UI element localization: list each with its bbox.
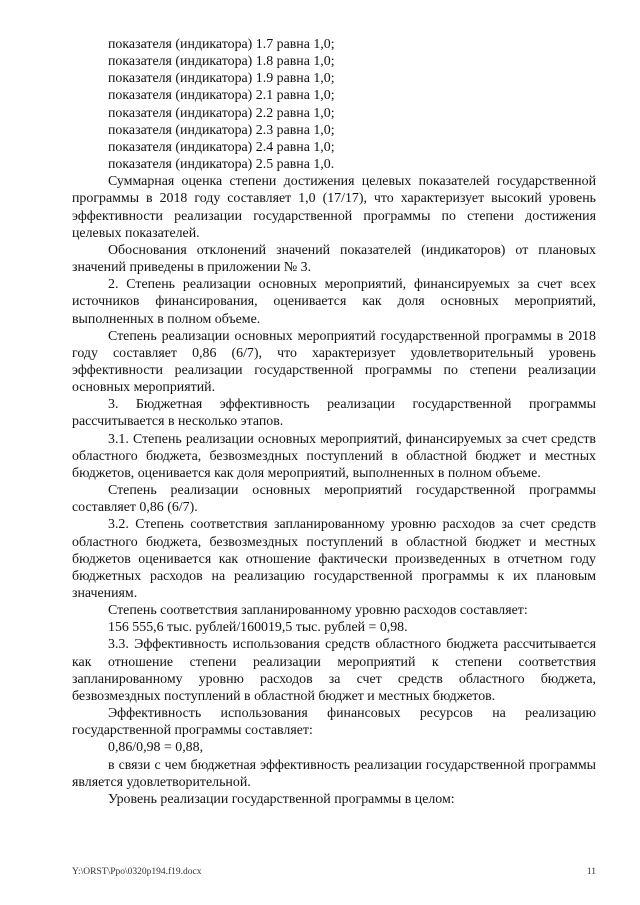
indicator-line-7: показателя (индикатора) 2.4 равна 1,0; [108,139,335,155]
indicator-line-2: показателя (индикатора) 1.8 равна 1,0; [108,54,335,70]
paragraph-activities-degree: Степень реализации основных мероприятий государственной программы в 2018 году составляет 0,86 (6/7), что характеризует удовлетворительный уровень эффективности реализации государственной программы по степени реализации основных мероприятий. [72,328,596,396]
document-body [72,36,596,808]
paragraph-section-3-2: 3.2. Степень соответствия запланированному уровню расходов за счет средств областного бюджета, безвозмездных поступлений в областной бюджет и местных бюджетов оценивается как отношение фактически произведенных в отчетном году бюджетных расходов на реализацию государственной программы к их плановым значениям. [72,517,596,601]
indicator-line-4: показателя (индикатора) 2.1 равна 1,0; [108,88,335,104]
footer-file-path: Y:\ORST\Ppo\0320p194.f19.docx [72,867,202,877]
formula-expense-ratio: 156 555,6 тыс. рублей/160019,5 тыс. рублей = 0,98. [108,620,408,636]
paragraph-section-3-3: 3.3. Эффективность использования средств областного бюджета рассчитывается как отношение степени реализации мероприятий к степени соответствия запланированному уровню расходов за счет средств областного бюджета, безвозмездных поступлений в областной бюджет и местных бюджетов. [72,637,596,704]
paragraph-section-3: 3. Бюджетная эффективность реализации государственной программы рассчитывается в несколько этапов. [72,397,596,430]
paragraph-summary-assessment: Суммарная оценка степени достижения целевых показателей государственной программы в 2018 году составляет 1,0 (17/17), что характеризует высокий уровень эффективности реализации государственной программы по степени достижения целевых показателей. [72,174,596,241]
paragraph-overall-level: Уровень реализации государственной программы в целом: [108,791,455,807]
indicator-line-6: показателя (индикатора) 2.3 равна 1,0; [108,122,335,138]
indicator-line-8: показателя (индикатора) 2.5 равна 1,0. [108,157,335,173]
formula-efficiency: 0,86/0,98 = 0,88, [108,740,204,756]
indicator-line-1: показателя (индикатора) 1.7 равна 1,0; [108,37,335,52]
indicator-line-5: показателя (индикатора) 2.2 равна 1,0; [108,105,335,121]
paragraph-deviation-reasons: Обоснования отклонений значений показателей (индикаторов) от плановых значений приведены в приложении № 3. [72,242,596,276]
footer-page-number: 11 [586,867,596,877]
paragraph-activities-result: Степень реализации основных мероприятий государственной программы составляет 0,86 (6/7). [72,483,596,516]
indicator-line-3: показателя (индикатора) 1.9 равна 1,0; [108,71,335,87]
paragraph-financial-efficiency: Эффективность использования финансовых ресурсов на реализацию государственной программы составляет: [72,706,596,739]
paragraph-section-2: 2. Степень реализации основных мероприятий, финансируемых за счет всех источников финансирования, оценивается как доля основных мероприятий, выполненных в полном объеме. [72,277,596,327]
paragraph-section-3-1: 3.1. Степень реализации основных мероприятий, финансируемых за счет средств областного бюджета, безвозмездных поступлений в областной бюджет и местных бюджетов, оценивается как доля мероприятий, выполненных в полном объеме. [72,431,596,481]
paragraph-expense-level-intro: Степень соответствия запланированному уровню расходов составляет: [108,603,528,619]
paragraph-budget-efficiency-conclusion: в связи с чем бюджетная эффективность реализации государственной программы является удовлетворительной. [72,757,596,790]
